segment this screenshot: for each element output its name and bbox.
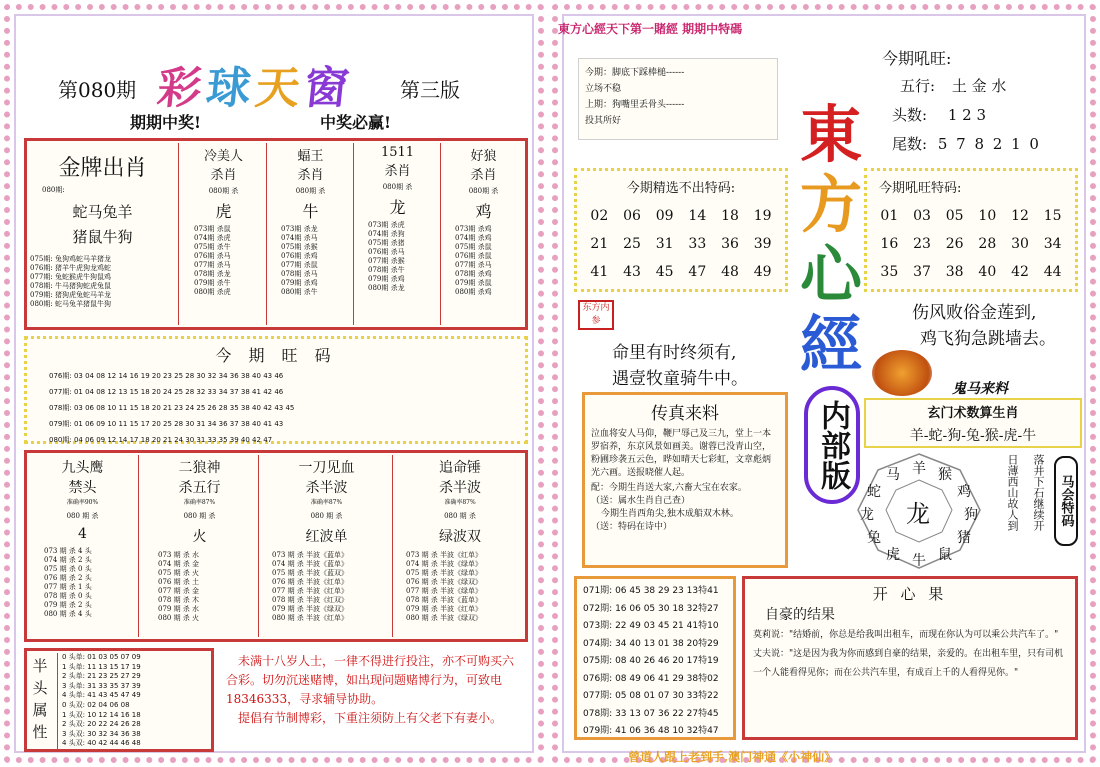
kill-history-row: 074期 杀鸡 (455, 234, 492, 242)
bottom-col-period: 080 期 杀 (183, 512, 216, 520)
bottom-history-row: 080 期 杀 火 (158, 614, 200, 622)
kill-history-row: 077期 杀马 (455, 261, 492, 269)
brand-sub-badge: 内部版 (804, 386, 860, 504)
wangma-row: 080期: 04 06 09 12 14 17 18 20 21 24 30 31 33 35 39 40 42 47 (49, 436, 273, 444)
kill-history-row: 078期 杀鸡 (455, 270, 492, 278)
slogan-left: 期期中奖! (130, 113, 202, 132)
kill-history-row: 078期 杀牛 (368, 266, 405, 274)
bottom-history-row: 080 期 杀 半波《红单》 (272, 614, 349, 622)
wheel-label: 猪 (957, 530, 972, 546)
attr-row: 1 头双: 10 12 14 16 18 (62, 710, 141, 719)
hot-code-number: 03 (913, 208, 931, 224)
slogan-bar (90, 110, 460, 132)
bottom-history-row: 077 期 杀 金 (158, 587, 200, 595)
poem-line: 遇壹牧童骑牛中。 (612, 369, 748, 389)
wheel-label: 蛇 (866, 484, 881, 500)
bottom-history-row: 078 期 杀 半波《红双》 (272, 596, 349, 604)
hot-code-number: 01 (880, 208, 899, 224)
bottom-col-value: 4 (78, 526, 87, 542)
kill-col-period: 080期 杀 (468, 187, 499, 195)
bottom-history-row: 079 期 杀 2 头 (44, 601, 92, 609)
hot-code-number: 10 (978, 208, 997, 224)
vertical-text: 落井下石继续开 (1032, 454, 1045, 531)
kill-history-row: 075期 杀牛 (194, 243, 231, 251)
slogan-right: 中奖必赢! (320, 113, 392, 132)
hot-code-number-grid (867, 208, 1075, 280)
gold-history-row: 080期: 蛇马兔羊猪鼠牛狗 (30, 300, 111, 308)
bottom-col-value: 绿波双 (439, 529, 481, 545)
kill-col-value: 牛 (302, 202, 319, 221)
title-char-1: 彩 (154, 63, 205, 114)
kill-col-subtitle: 杀肖 (210, 168, 237, 183)
xuanmen-box (864, 398, 1082, 448)
attr-title-char: 性 (32, 723, 48, 741)
bottom-history-row: 077 期 杀 1 头 (44, 583, 92, 591)
notice-text-1: 未满十八岁人士，一律不得进行投注，亦不可购买六合彩。切勿沉迷赌博，如出现问题赌博行为，可致电18346333，寻求辅导协助。 (226, 654, 515, 706)
select-box (574, 168, 788, 292)
wangma-section (24, 336, 528, 444)
hot-code-number: 26 (945, 236, 964, 252)
bottom-col-history (144, 551, 255, 623)
wheel-label: 虎 (886, 546, 900, 563)
kill-history-row: 079期 杀鸡 (368, 275, 405, 283)
hot-tou-label: 头数: (892, 106, 928, 124)
footer-banner: 曾道人跟上老到手,澳门神通《小神仙》 (628, 750, 837, 764)
select-number: 43 (623, 264, 641, 280)
kill-history-row: 076期 杀马 (368, 248, 405, 256)
bottom-col-3 (261, 455, 393, 637)
result-row: 078期: 33 13 07 36 22 27特45 (583, 708, 719, 719)
poem-right (912, 300, 1082, 352)
kill-col-title: 好狼 (470, 149, 497, 164)
result-row: 077期: 05 08 01 07 30 33特22 (583, 691, 719, 701)
bottom-col-rate: 准确率87% (310, 499, 343, 506)
brand-char: 方 (799, 168, 862, 241)
kill-history-row: 078期 杀龙 (194, 270, 231, 278)
wheel-label: 狗 (964, 507, 978, 523)
title-art (154, 52, 352, 116)
result-row: 076期: 08 49 06 41 29 38特02 (583, 673, 719, 684)
kill-history-row: 079期 杀牛 (194, 279, 231, 287)
bottom-col-title: 九头鹰 (61, 460, 104, 476)
vertical-text-group (1004, 454, 1046, 564)
chuanzhen-pei: 今期生肖西角尖,独木成船双木林。 (601, 509, 739, 519)
bottom-history-row: 080 期 杀 4 头 (44, 610, 92, 618)
kill-column-3 (355, 143, 441, 325)
gold-history-row: 079期: 猪狗虎兔蛇马羊龙 (30, 291, 111, 299)
tiger-icon (872, 350, 932, 396)
hot-code-number: 16 (880, 236, 899, 252)
select-number: 39 (753, 236, 772, 252)
hot-code-number: 35 (880, 264, 899, 280)
select-number: 31 (655, 236, 674, 252)
title-char-2: 球 (203, 63, 254, 114)
bottom-history-row: 077 期 杀 半波《绿单》 (406, 587, 483, 595)
bottom-history-row: 074 期 杀 金 (158, 560, 200, 568)
brand-char: 心 (799, 238, 862, 311)
kill-column-4 (442, 143, 525, 325)
hot-code-number: 30 (1011, 236, 1029, 252)
bottom-history-row: 073 期 杀 半波《蓝单》 (272, 551, 349, 559)
bottom-history-row: 080 期 杀 半波《绿双》 (406, 614, 483, 622)
hot-title: 今期吼旺: (882, 49, 952, 68)
bottom-col-title: 一刀见血 (298, 460, 355, 476)
kill-col-value: 龙 (389, 198, 406, 217)
title-char-3: 天 (253, 63, 303, 114)
riddle-line: 上期：狗嘴里丢骨头------ (585, 100, 685, 110)
vertical-badge: 马会特码 (1054, 456, 1078, 546)
kill-history-row: 080期 杀鸡 (455, 288, 492, 296)
wangma-row: 077期: 01 04 08 12 13 15 18 20 24 25 28 32 33 34 37 38 41 42 46 (49, 388, 284, 396)
bottom-history-row: 073 期 杀 半波《红单》 (406, 551, 483, 559)
hot-code-number: 28 (978, 236, 997, 252)
kill-col-period: 080期 杀 (208, 187, 239, 195)
riddle-line: 今期：脚底下踩棒槌------ (585, 68, 685, 78)
hot-code-number: 15 (1043, 208, 1062, 224)
bottom-col-rate: 准确率90% (66, 499, 99, 506)
kill-history-row: 077期 杀猴 (368, 257, 405, 265)
chuanzhen-pei-note: （送：属水生肖自己查） (591, 496, 691, 506)
joke-text: 莫莉说："结婚前，你总是给我叫出租车，而现在你认为可以乘公共汽车了。" 丈夫说："这是因为我为你而感到自豪的结果，亲爱的。在出租车里，只有司机一个人能看得见你；而在公共汽车里，有成百上千的人看得见你。" (753, 630, 1064, 678)
notice-text-2: 提倡有节制博彩，下重注须防上有父老下有妻小。 (238, 711, 503, 725)
kill-col-history (445, 225, 522, 297)
bottom-col-2 (141, 455, 259, 637)
bottom-history-row: 077 期 杀 半波《红单》 (272, 587, 349, 595)
hot-code-number: 44 (1043, 264, 1062, 280)
bottom-history-row: 075 期 杀 火 (158, 569, 200, 577)
wheel-label: 羊 (912, 461, 926, 477)
poem-left (612, 340, 802, 392)
kill-history-row: 077期 杀鼠 (281, 261, 318, 269)
brand-char: 經 (799, 308, 862, 381)
bottom-history-row: 079 期 杀 半波《红单》 (406, 605, 483, 613)
kill-col-history (358, 221, 437, 293)
hot-code-number: 38 (945, 264, 964, 280)
attr-title-char: 属 (32, 701, 48, 719)
chuanzhen-pei-note: （送：特码在诗中） (591, 522, 673, 532)
kill-col-value: 虎 (215, 202, 232, 221)
kill-history-row: 078期 杀马 (281, 270, 318, 278)
chuanzhen-pei: 配：今期生肖送大家,六畜大宝在农家。 (591, 483, 747, 493)
kill-history-row: 073期 杀虎 (368, 221, 405, 229)
kill-history-row: 076期 杀鼠 (455, 252, 492, 260)
gold-column (27, 143, 179, 325)
wheel-label: 猴 (938, 467, 952, 484)
hot-wuxing-label: 五行: (900, 77, 936, 95)
attr-title-char: 半 (32, 657, 48, 675)
kill-col-subtitle: 杀肖 (297, 168, 324, 183)
result-row: 071期: 06 45 38 29 23 13特41 (583, 586, 719, 596)
hot-code-number: 23 (913, 236, 931, 252)
results-list (583, 583, 727, 741)
poem-line: 鸡飞狗急跳墙去。 (920, 329, 1056, 349)
right-panel (548, 0, 1100, 767)
gold-history-row: 077期: 兔蛇猴虎牛狗鼠鸡 (30, 273, 111, 281)
select-number: 14 (688, 208, 707, 224)
hot-code-number: 12 (1011, 208, 1029, 224)
bottom-col-value: 火 (192, 529, 207, 545)
attr-row: 2 头单: 21 23 25 27 29 (62, 672, 141, 681)
bottom-history-row: 075 期 杀 半波《蓝双》 (272, 569, 349, 577)
kill-history-row: 080期 杀虎 (194, 288, 231, 296)
kill-col-history (184, 225, 263, 297)
attr-row: 0 头双: 02 04 06 08 (62, 700, 130, 709)
attr-row: 1 头单: 11 13 15 17 19 (62, 662, 141, 671)
wheel-label: 牛 (912, 553, 926, 569)
attr-row: 3 头双: 30 32 34 36 38 (62, 729, 141, 738)
select-number: 49 (753, 264, 772, 280)
bottom-history-row: 074 期 杀 半波《绿单》 (406, 560, 483, 568)
attr-rows (57, 653, 141, 749)
bottom-col-rate: 准确率87% (444, 499, 476, 506)
poem-line: 伤风败俗金莲到, (912, 303, 1037, 323)
bottom-col-title: 二狼神 (178, 460, 221, 476)
result-row: 074期: 34 40 13 01 38 20特29 (583, 638, 719, 649)
select-number: 36 (721, 236, 739, 252)
select-number: 45 (655, 264, 674, 280)
wangma-row: 079期: 01 06 09 10 11 15 17 20 25 28 30 31 34 36 37 38 40 41 43 (49, 420, 284, 428)
stamp: 东方内参 (578, 300, 614, 330)
chuanzhen-title: 传真来料 (651, 404, 719, 424)
kill-col-period: 080期 杀 (295, 187, 326, 195)
bottom-history-row: 078 期 杀 木 (158, 596, 200, 604)
kill-history-row: 079期 杀鼠 (455, 279, 492, 287)
wheel-label: 鸡 (957, 484, 972, 500)
kill-history-row: 075期 杀鼠 (455, 243, 492, 251)
hot-tou-value: 1 2 3 (947, 106, 987, 124)
edition-label: 第三版 (400, 78, 460, 102)
left-panel (0, 0, 548, 767)
tiger-caption: 鬼马来料 (952, 381, 1008, 397)
hot-wuxing-value: 土 金 水 (951, 77, 1007, 95)
bottom-col-subtitle: 杀半波 (439, 480, 481, 496)
bottom-col-subtitle: 杀五行 (178, 480, 221, 496)
bottom-history-row: 076 期 杀 2 头 (44, 574, 92, 582)
kill-col-history (271, 225, 350, 297)
select-title: 今期精选不出特码: (626, 181, 736, 196)
select-number: 33 (688, 236, 707, 252)
joke-box (742, 576, 1078, 740)
joke-title: 开 心 果 (872, 585, 948, 603)
wheel-label: 兔 (866, 530, 881, 546)
riddle-line: 投其所好 (585, 116, 622, 126)
bottom-history-row: 073 期 杀 4 头 (44, 547, 92, 555)
chuanzhen-text: 泣血将安人马仰，鞭尸辱己及三九，堂上一本罗宿养，东京风景如画美。谢蓉已没青山空，粉圃珍袭五云色，晔如晴天七彩虹，文章彪炳光六画。送报晓催人起。 (591, 429, 772, 478)
select-number: 48 (721, 264, 739, 280)
wangma-rows (27, 368, 525, 448)
kill-section (24, 138, 528, 330)
attr-row: 4 头单: 41 43 45 47 49 (62, 691, 141, 700)
kill-history-row: 074期 杀马 (281, 234, 318, 242)
hot-wei-value: 5 7 8 2 1 0 (937, 135, 1041, 153)
kill-col-subtitle: 杀肖 (470, 168, 497, 183)
vertical-text: 日薄西山故人到 (1006, 454, 1019, 531)
wangma-row: 078期: 03 06 08 10 11 15 18 20 21 23 24 25 26 28 35 38 40 42 43 45 (49, 404, 295, 412)
wheel-center: 龙 (906, 500, 930, 528)
bottom-history-row: 074 期 杀 2 头 (44, 556, 92, 564)
hot-wuxing-row (882, 75, 1072, 96)
wangma-title: 今 期 旺 码 (215, 346, 337, 365)
issue-number: 第080期 (58, 78, 137, 102)
wheel-label: 鼠 (938, 546, 952, 563)
bottom-col-period: 080 期 杀 (444, 512, 476, 520)
hot-wei-row (882, 133, 1072, 154)
gold-title: 金牌出肖 (58, 156, 147, 181)
hot-code-number: 42 (1011, 264, 1029, 280)
kill-history-row: 080期 杀牛 (281, 288, 318, 296)
gold-history (30, 255, 175, 309)
select-number: 41 (590, 264, 609, 280)
bottom-history-row: 073 期 杀 水 (158, 551, 200, 559)
kill-col-title: 1511 (380, 145, 415, 160)
joke-subtitle: 自豪的结果 (765, 607, 835, 623)
hot-tou-row (882, 104, 1072, 125)
select-number: 47 (688, 264, 707, 280)
attr-row: 2 头双: 20 22 24 26 28 (62, 720, 141, 729)
bottom-history-row: 076 期 杀 土 (158, 578, 200, 586)
select-number: 02 (590, 208, 609, 224)
bottom-history-row: 075 期 杀 0 头 (44, 565, 92, 573)
bottom-history-row: 074 期 杀 半波《蓝单》 (272, 560, 349, 568)
bottom-history-row: 075 期 杀 半波《绿单》 (406, 569, 483, 577)
hot-code-box (864, 168, 1078, 292)
attr-row: 4 头双: 40 42 44 46 48 (62, 739, 141, 748)
wangma-row: 076期: 03 04 08 12 14 16 19 20 23 25 28 30 32 34 36 38 40 43 46 (49, 372, 284, 380)
hot-block (882, 46, 1072, 156)
select-number: 18 (721, 208, 739, 224)
result-row: 073期: 22 49 03 45 21 41特10 (583, 621, 719, 631)
riddle-line: 立场不稳 (585, 84, 622, 94)
bottom-col-history (30, 547, 135, 619)
zodiac-wheel (854, 452, 984, 570)
bottom-col-subtitle: 禁头 (68, 480, 97, 496)
bottom-col-value: 红波单 (305, 529, 348, 545)
bottom-history-row: 078 期 杀 半波《蓝单》 (406, 596, 483, 604)
bottom-col-period: 080 期 杀 (310, 512, 343, 520)
poem-line: 命里有时终须有, (612, 343, 737, 363)
result-row: 079期: 41 06 36 48 10 32特47 (583, 726, 719, 736)
gold-history-row: 078期: 牛马猪狗蛇虎兔鼠 (30, 282, 111, 290)
select-number: 09 (655, 208, 674, 224)
bottom-col-rate: 准确率87% (183, 499, 216, 506)
hot-wei-label: 尾数: (892, 135, 928, 153)
kill-column-1 (181, 143, 267, 325)
hot-code-number: 37 (913, 264, 931, 280)
brand-title (796, 100, 866, 380)
bottom-col-subtitle: 杀半波 (305, 480, 348, 496)
kill-history-row: 074期 杀狗 (368, 230, 405, 238)
kill-history-row: 073期 杀鼠 (194, 225, 231, 233)
hot-code-number: 34 (1043, 236, 1062, 252)
attr-row: 3 头单: 31 33 35 37 39 (62, 681, 141, 690)
xuanmen-title: 玄门术数算生肖 (927, 406, 1019, 421)
bottom-history-row: 079 期 杀 水 (158, 605, 200, 613)
bottom-history-row: 079 期 杀 半波《绿双》 (272, 605, 349, 613)
attr-title-char: 头 (32, 679, 48, 697)
kill-history-row: 076期 杀鸡 (281, 252, 318, 260)
bottom-history-row: 078 期 杀 0 头 (44, 592, 92, 600)
kill-col-title: 蝠王 (297, 149, 324, 164)
bottom-col-1 (27, 455, 139, 637)
left-header (40, 60, 510, 116)
attr-section (24, 648, 214, 752)
bottom-history-row: 076 期 杀 半波《绿双》 (406, 578, 483, 586)
bottom-col-history (264, 551, 389, 623)
bottom-col-history (398, 551, 522, 623)
hot-code-number: 40 (978, 264, 997, 280)
hot-code-title: 今期吼旺特码: (879, 181, 962, 196)
results-box (574, 576, 736, 740)
kill-history-row: 080期 杀龙 (368, 284, 405, 292)
gold-line1: 蛇马兔羊 (72, 203, 133, 221)
title-char-4: 窗 (302, 63, 352, 114)
bottom-col-4 (395, 455, 525, 637)
notice-box (226, 652, 524, 748)
kill-history-row: 073期 杀龙 (281, 225, 318, 233)
bottom-history-row: 076 期 杀 半波《红单》 (272, 578, 349, 586)
attr-title (29, 655, 51, 743)
gold-line2: 猪鼠牛狗 (72, 228, 133, 246)
select-number: 25 (623, 236, 641, 252)
select-number: 06 (623, 208, 641, 224)
xuanmen-value: 羊-蛇-狗-兔-猴-虎-牛 (909, 428, 1037, 444)
wheel-label: 马 (886, 467, 900, 484)
kill-history-row: 074期 杀虎 (194, 234, 231, 242)
kill-col-title: 冷美人 (203, 149, 243, 164)
bottom-col-title: 追命锤 (439, 460, 481, 476)
bottom-kill-section (24, 450, 528, 642)
gold-history-row: 076期: 猪羊牛虎狗龙鸡蛇 (30, 264, 111, 272)
kill-history-row: 079期 杀鸡 (281, 279, 318, 287)
select-number-grid (577, 208, 785, 280)
brand-char: 東 (799, 98, 862, 171)
chuanzhen-box (582, 392, 788, 568)
result-row: 075期: 08 40 26 46 20 17特19 (583, 656, 719, 666)
top-banner: 東方心經天下第一賭經 期期中特碼 (558, 22, 743, 36)
riddle-box (578, 58, 778, 140)
kill-history-row: 073期 杀鸡 (455, 225, 492, 233)
hot-code-number: 05 (945, 208, 964, 224)
bottom-col-period: 080 期 杀 (66, 512, 99, 520)
gold-history-row: 075期: 兔狗鸡蛇马羊猪龙 (30, 255, 111, 263)
kill-history-row: 075期 杀猪 (368, 239, 405, 247)
result-row: 072期: 16 06 05 30 18 32特27 (583, 603, 719, 614)
select-number: 19 (753, 208, 772, 224)
select-number: 21 (590, 236, 609, 252)
kill-column-2 (268, 143, 354, 325)
kill-history-row: 076期 杀马 (194, 252, 231, 260)
kill-col-value: 鸡 (475, 202, 492, 221)
wheel-label: 龙 (860, 507, 874, 523)
gold-period: 080期: (42, 186, 65, 194)
kill-history-row: 077期 杀马 (194, 261, 231, 269)
kill-col-period: 080期 杀 (382, 183, 413, 191)
attr-row: 0 头单: 01 03 05 07 09 (62, 653, 141, 661)
kill-history-row: 075期 杀猴 (281, 243, 318, 251)
kill-col-subtitle: 杀肖 (384, 164, 411, 179)
